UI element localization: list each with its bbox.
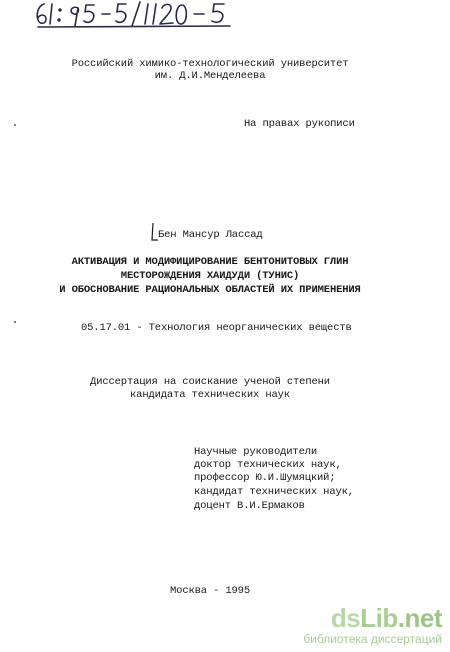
- dslib-watermark: [242, 604, 442, 646]
- dissertation-title-line1: АКТИВАЦИЯ И МОДИФИЦИРОВАНИЕ БЕНТОНИТОВЫХ ГЛИН: [71, 256, 349, 268]
- dslib-logo: [242, 604, 442, 632]
- handwritten-archive-code: [30, 0, 250, 30]
- degree-line2: кандидата технических наук: [130, 389, 290, 401]
- dissertation-title-line2: МЕСТОРОЖДЕНИЯ ХАИДУДИ (ТУНИС): [120, 270, 300, 282]
- logo-part-net: .net: [397, 603, 442, 633]
- supervisor-line4: доцент В.И.Ермаков: [194, 500, 305, 512]
- scan-speck: [14, 124, 16, 126]
- handwritten-code-drawing: [30, 0, 250, 30]
- supervisor-line2: профессор Ю.И.Шумяцкий;: [194, 472, 336, 484]
- scan-speck: [14, 321, 16, 323]
- place-year: Москва - 1995: [170, 585, 250, 597]
- author-bracket-mark: [150, 222, 158, 242]
- supervisors-heading: Научные руководители: [194, 446, 318, 458]
- degree-line1: Диссертация на соискание ученой степени: [90, 376, 330, 388]
- specialty-code: 05.17.01 - Технология неорганических веществ: [81, 322, 352, 334]
- supervisor-line1: доктор технических наук,: [194, 459, 342, 471]
- logo-part-lib: Lib: [360, 603, 398, 633]
- institution-name-line2: им. Д.И.Менделеева: [154, 70, 266, 82]
- dissertation-title-line3: И ОБОСНОВАНИЕ РАЦИОНАЛЬНЫХ ОБЛАСТЕЙ ИХ ПРИМЕНЕНИЯ: [59, 284, 361, 296]
- supervisor-line3: кандидат технических наук,: [194, 486, 354, 498]
- logo-part-ds: ds: [330, 603, 361, 633]
- institution-name-line1: Российский химико-технологический университет: [71, 58, 349, 70]
- rights-note: На правах рукописи: [244, 118, 355, 130]
- watermark-subtitle: библиотека диссертаций: [303, 632, 442, 646]
- author-name: Бен Мансур Лассад: [158, 229, 263, 241]
